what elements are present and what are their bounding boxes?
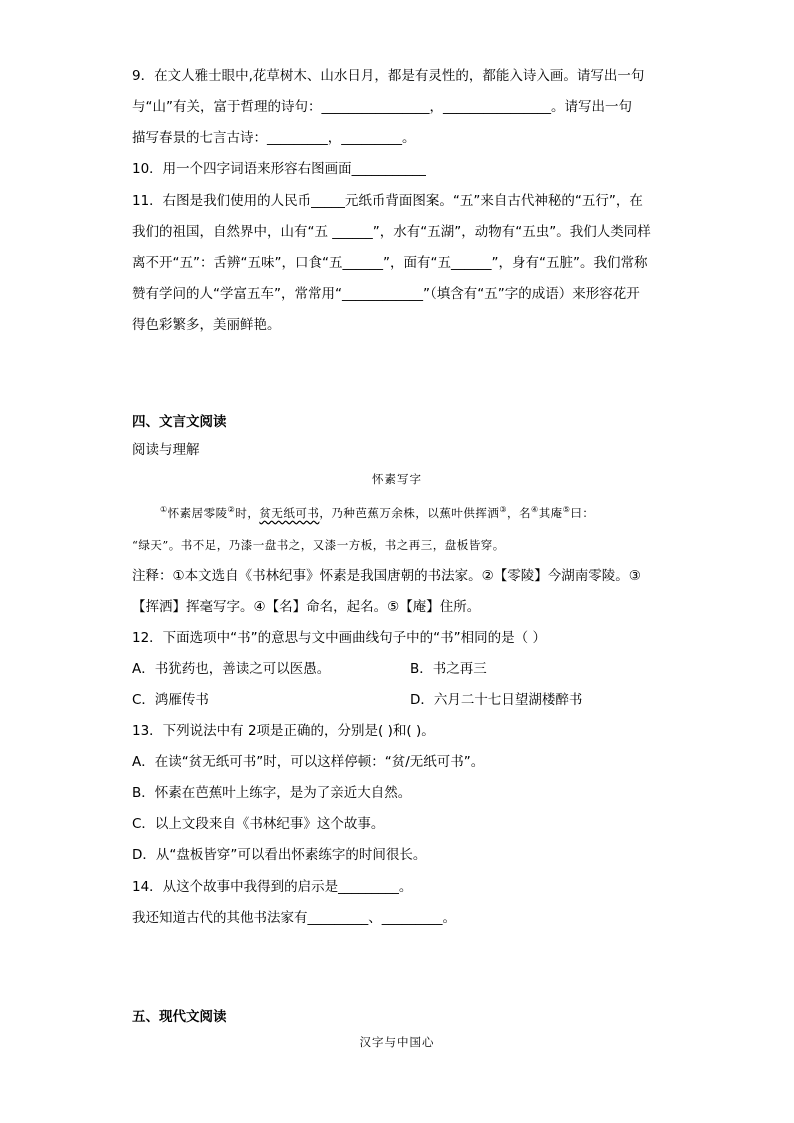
underlined-sentence: 贫无纸可书 [259, 506, 320, 520]
passage-text: 其庵 [538, 506, 563, 520]
passage-text: 怀素居零陵 [167, 506, 228, 520]
q9-line-2: 与“山”有关，富于哲理的诗句：________________，________________。请写出一句 [132, 99, 632, 115]
q13-stem: 13．下列说法中有 2项是正确的，分别是( )和( )。 [132, 723, 435, 739]
passage-title: 怀素写字 [372, 472, 422, 486]
q14-line-2: 我还知道古代的其他书法家有_________、_________。 [132, 910, 456, 926]
note-marker-2: ② [227, 505, 236, 515]
note-marker-4: ④ [531, 505, 539, 515]
q11-line-4: 赞有学问的人“学富五车”，常常用“____________”（填含有“五”字的成语）来形容花开 [132, 286, 640, 302]
passage-text: 曰： [570, 506, 595, 520]
section-5-heading: 五、现代文阅读 [132, 1009, 227, 1025]
note-marker-3: ③ [499, 505, 508, 515]
q13-option-b: B．怀素在芭蕉叶上练字，是为了亲近大自然。 [132, 785, 412, 801]
q12-stem: 12．下面选项中“书”的意思与文中画曲线句子中的“书”相同的是（ ） [132, 630, 546, 646]
q13-option-d: D．从“盘板皆穿”可以看出怀素练字的时间很长。 [132, 847, 427, 863]
q9-line-1: 9．在文人雅士眼中,花草树木、山水日月，都是有灵性的，都能入诗入画。请写出一句 [132, 68, 645, 84]
q9-line-3: 描写春景的七言古诗：_________，_________。 [132, 130, 416, 146]
q11-line-1: 11．右图是我们使用的人民币_____元纸币背面图案。“五”来自古代神秘的“五行”，在 [132, 193, 643, 209]
q11-line-5: 得色彩繁多，美丽鲜艳。 [132, 317, 281, 333]
passage-text: ，乃种芭蕉万余株，以蕉叶供挥洒 [319, 506, 500, 520]
q10-text: 10．用一个四字词语来形容右图画面___________ [132, 161, 426, 177]
note-marker-1: ① [160, 505, 168, 515]
q12-option-d: D．六月二十七日望湖楼醉书 [410, 692, 583, 708]
q13-option-c: C．以上文段来自《书林纪事》这个故事。 [132, 816, 385, 832]
passage-text: 时， [235, 506, 260, 520]
q14-line-1: 14．从这个故事中我得到的启示是_________。 [132, 879, 413, 895]
passage-text: ，名 [507, 506, 532, 520]
section-5-passage-title: 汉字与中国心 [359, 1035, 435, 1049]
section-4-subheading: 阅读与理解 [132, 442, 200, 458]
passage-line-2: “绿天”。书不足，乃漆一盘书之，又漆一方板，书之再三，盘板皆穿。 [132, 538, 505, 552]
notes-line-2: 【挥洒】挥毫写字。④【名】命名，起名。⑤【庵】住所。 [132, 599, 481, 615]
q12-option-b: B．书之再三 [410, 661, 487, 677]
q12-option-a: A．书犹药也，善读之可以医愚。 [132, 661, 331, 677]
passage-line-1 [160, 503, 594, 523]
q12-option-c: C．鸿雁传书 [132, 692, 209, 708]
q11-line-3: 离不开“五”：舌辨“五味”，口食“五______”，面有“五______”，身有“五脏”。我们常称 [132, 255, 648, 271]
q13-option-a: A．在读“贫无纸可书”时，可以这样停顿：“贫/无纸可书”。 [132, 754, 485, 770]
q11-line-2: 我们的祖国，自然界中，山有“五 ______”，水有“五湖”，动物有“五虫”。我们人类同样 [132, 224, 651, 240]
notes-line-1: 注释：①本文选自《书林纪事》怀素是我国唐朝的书法家。②【零陵】今湖南零陵。③ [132, 568, 641, 584]
section-4-heading: 四、文言文阅读 [132, 414, 227, 430]
note-marker-5: ⑤ [562, 505, 571, 515]
